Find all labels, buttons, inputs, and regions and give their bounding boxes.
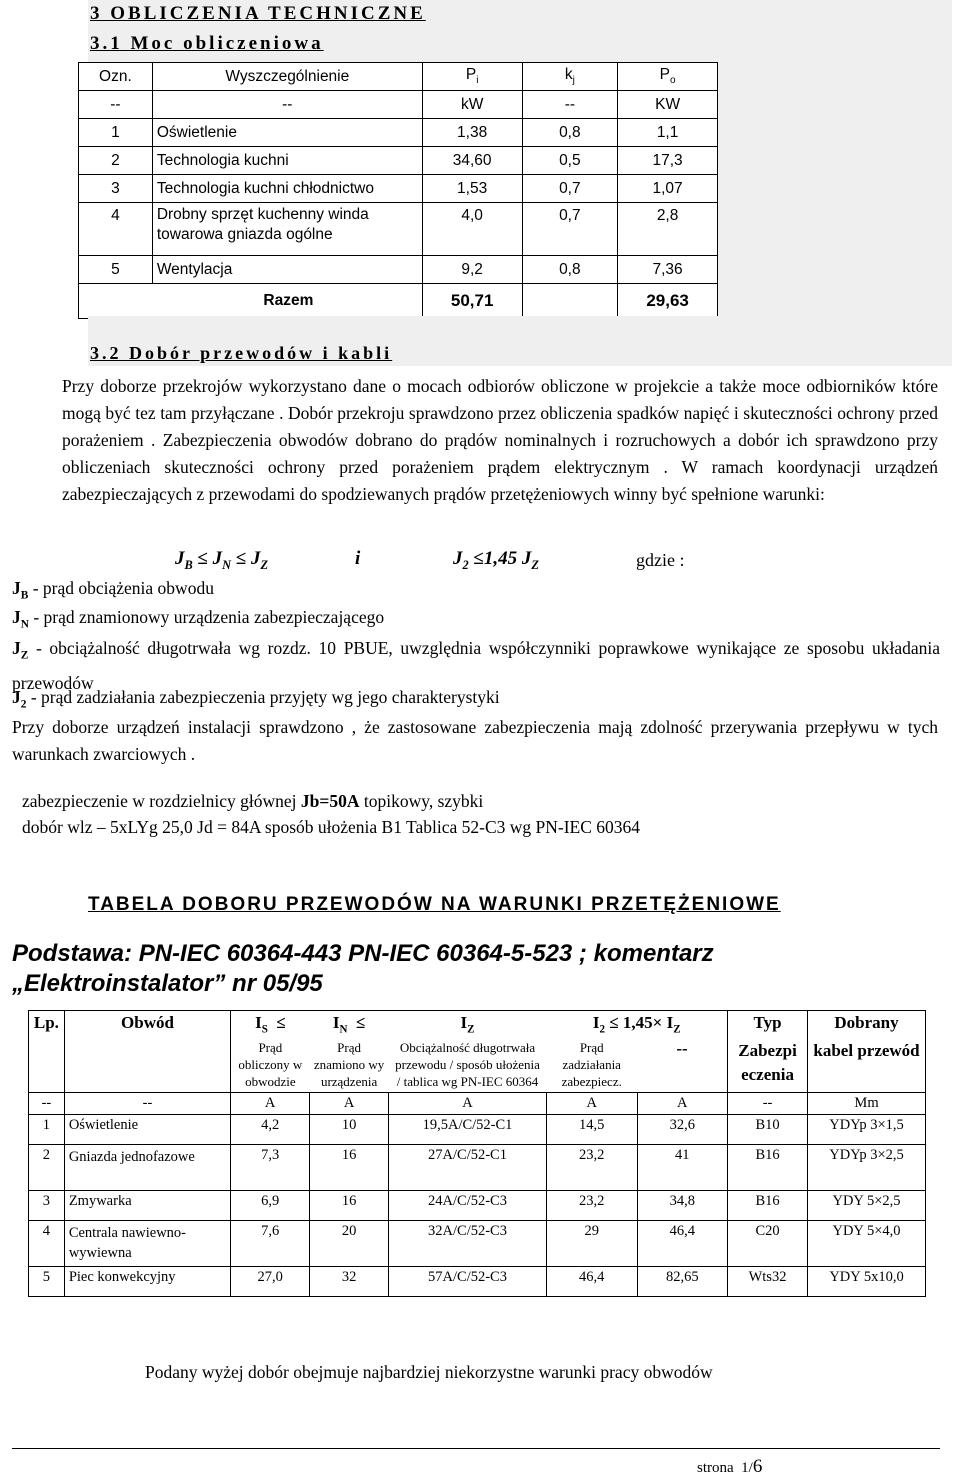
table2-units-row [29, 1093, 926, 1115]
unit-cell: -- [522, 91, 618, 119]
row-pi: 1,38 [422, 119, 522, 147]
cell-typ: B16 [728, 1191, 808, 1221]
basis-line-1: Podstawa: PN-IEC 60364-443 PN-IEC 60364-5-523 ; komentarz [12, 940, 714, 967]
cell-i2: 23,2 [546, 1145, 637, 1191]
subheader-ib: Prąd obliczony w obwodzie [238, 1040, 303, 1090]
formula-gdzie: gdzie : [636, 550, 685, 570]
subheader-iz: Obciążalność długotrwała przewodu / sposób ułożenia / tablica wg PN-IEC 60364 [395, 1040, 540, 1090]
page-number: strona 1/6 [697, 1456, 763, 1477]
table-row [29, 1191, 926, 1221]
cell-kabel: YDYp 3×1,5 [808, 1115, 926, 1145]
total-label: Razem [79, 284, 423, 319]
cell-iz: 57A/C/52-C3 [389, 1267, 547, 1297]
header-dobrany: Dobrany [808, 1011, 926, 1038]
unit-cell: -- [29, 1093, 65, 1115]
cell-obwod: Gniazda jednofazowe [64, 1145, 230, 1191]
table-row [79, 175, 718, 203]
closing-note: Podany wyżej dobór obejmuje najbardziej niekorzystne warunki pracy obwodów [145, 1362, 713, 1382]
section-32-title: 3.2 Dobór przewodów i kabli [90, 343, 393, 363]
row-po: 1,1 [618, 119, 718, 147]
cell-iz: 27A/C/52-C1 [389, 1145, 547, 1191]
row-number: 1 [79, 119, 153, 147]
unit-cell: -- [728, 1093, 808, 1115]
row-number: 4 [79, 203, 153, 256]
cell-in: 16 [310, 1145, 389, 1191]
row-po: 17,3 [618, 147, 718, 175]
table-row [79, 203, 718, 256]
cell-iz: 32A/C/52-C3 [389, 1221, 547, 1267]
table2-subheader-row [29, 1037, 926, 1093]
cell-obwod: Oświetlenie [64, 1115, 230, 1145]
cell-typ: B10 [728, 1115, 808, 1145]
cell-i2: 29 [546, 1221, 637, 1267]
unit-cell: -- [64, 1093, 230, 1115]
cell-in: 20 [310, 1221, 389, 1267]
header-po: $P_o$ [618, 63, 718, 91]
total-po: 29,63 [618, 284, 718, 319]
cell-145iz: 32,6 [637, 1115, 728, 1145]
header-ozn: Ozn. [79, 63, 153, 91]
formula: $J_B \le J_N \le J_Z$ i $J_2 \le 1,45$ $J_Z$ [175, 548, 539, 572]
cell-145iz: 82,65 [637, 1267, 728, 1297]
power-table-header [79, 63, 718, 91]
power-table-units [79, 91, 718, 119]
table-row [29, 1115, 926, 1145]
definition-jb: $J_B$ - prąd obciążenia obwodu [12, 578, 214, 602]
protection-line: zabezpieczenie w rozdzielnicy głównej Jb=50A topikowy, szybki [22, 791, 484, 811]
wlz-line: dobór wlz – 5xLYg 25,0 Jd = 84A sposób ułożenia B1 Tablica 52-C3 wg PN-IEC 60364 [22, 817, 641, 837]
header-in: $I_N$ ≤ [310, 1011, 389, 1038]
subheader-145: -- [676, 1039, 688, 1059]
cell-ib: 7,3 [231, 1145, 310, 1191]
cell-ib: 7,6 [231, 1221, 310, 1267]
row-description: Technologia kuchni [152, 147, 422, 175]
cell-obwod: Piec konwekcyjny [64, 1267, 230, 1297]
total-row [79, 284, 718, 319]
row-kj: 0,7 [522, 203, 618, 256]
header-wyszczegolnienie: Wyszczególnienie [152, 63, 422, 91]
subheader-empty [64, 1037, 230, 1093]
section-31-title: 3.1 Moc obliczeniowa [90, 33, 324, 54]
subheader-empty [29, 1037, 65, 1093]
header-i2: $I_2 \le 1,45\times I_Z$ [546, 1011, 727, 1038]
row-number: 3 [79, 175, 153, 203]
subheader-dobrany: kabel przewód [808, 1037, 926, 1093]
subheader-i2: Prąd zadziałania zabezpiecz. [561, 1040, 622, 1090]
cell-i2: 14,5 [546, 1115, 637, 1145]
row-number: 2 [79, 147, 153, 175]
table-row [79, 256, 718, 284]
cell-ib: 6,9 [231, 1191, 310, 1221]
header-iz: $I_Z$ [389, 1011, 547, 1038]
unit-cell: A [389, 1093, 547, 1115]
paragraph-2: Przy doborze urządzeń instalacji sprawdzono , że zastosowane zabezpieczenia mają zdolność przerywania przepływu w tych warunkach zwarciowych . [12, 717, 938, 764]
unit-cell: kW [422, 91, 522, 119]
unit-cell: KW [618, 91, 718, 119]
row-kj: 0,7 [522, 175, 618, 203]
row-kj: 0,8 [522, 256, 618, 284]
paragraph-1: Przy doborze przekrojów wykorzystano dane o mocach odbiorów obliczone w projekcie a także moce odbiorników które mogą być tez tam przyłączane . Dobór przekroju sprawdzono przez obliczenia spadków napięć i skuteczności ochrony przed porażeniem . Zabezpieczenia obwodów dobrano do prądów nominalnych i rozruchowych a dobór ich sprawdzono przy obliczeniach skuteczności ochrony przed porażeniem prądem elektrycznym . W ramach koordynacji urządzeń zabezpieczających z przewodami do spodziewanych prądów przetężeniowych winny być spełnione warunki: [62, 376, 938, 504]
cell-145iz: 46,4 [637, 1221, 728, 1267]
cell-i2: 46,4 [546, 1267, 637, 1297]
cell-145iz: 34,8 [637, 1191, 728, 1221]
definition-jz: $J_Z$ - obciążalność długotrwała wg rozdz. 10 PBUE, uwzględnia współczynniki poprawkowe wynikające ze sposobu układania przewodów [12, 638, 940, 693]
cell-lp: 5 [29, 1267, 65, 1297]
subheader-typ: Zabezpi eczenia [728, 1037, 808, 1093]
section-3-title: 3 OBLICZENIA TECHNICZNE [90, 3, 426, 24]
header-obwod: Obwód [64, 1011, 230, 1038]
unit-cell: -- [79, 91, 153, 119]
cell-lp: 3 [29, 1191, 65, 1221]
table2-header-row [29, 1011, 926, 1038]
row-kj: 0,8 [522, 119, 618, 147]
cell-in: 10 [310, 1115, 389, 1145]
header-lp: Lp. [29, 1011, 65, 1038]
cell-lp: 4 [29, 1221, 65, 1267]
cell-typ: C20 [728, 1221, 808, 1267]
row-description: Drobny sprzęt kuchenny winda towarowa gniazda ogólne [152, 203, 422, 256]
cell-kabel: YDYp 3×2,5 [808, 1145, 926, 1191]
row-description: Oświetlenie [152, 119, 422, 147]
total-pi: 50,71 [422, 284, 522, 319]
cell-ib: 4,2 [231, 1115, 310, 1145]
unit-cell: A [310, 1093, 389, 1115]
cell-lp: 2 [29, 1145, 65, 1191]
header-typ: Typ [728, 1011, 808, 1038]
cell-kabel: YDY 5×2,5 [808, 1191, 926, 1221]
subheader-in: Prąd znamiono wy urządzenia [313, 1040, 385, 1090]
table-row [79, 119, 718, 147]
header-is: $I_S$ ≤ [231, 1011, 310, 1038]
basis-line-2: „Elektroinstalator” nr 05/95 [12, 970, 323, 997]
cell-iz: 24A/C/52-C3 [389, 1191, 547, 1221]
row-description: Wentylacja [152, 256, 422, 284]
row-pi: 4,0 [422, 203, 522, 256]
unit-cell: A [637, 1093, 728, 1115]
row-pi: 1,53 [422, 175, 522, 203]
header-pi: $P_i$ [422, 63, 522, 91]
power-table [78, 62, 718, 319]
table-row [79, 147, 718, 175]
cell-in: 32 [310, 1267, 389, 1297]
header-kj: $k_j$ [522, 63, 618, 91]
definition-jn: $J_N$ - prąd znamionowy urządzenia zabezpieczającego [12, 607, 385, 631]
footer-rule [12, 1448, 940, 1449]
table-row [29, 1267, 926, 1297]
total-empty [522, 284, 618, 319]
cell-typ: Wts32 [728, 1267, 808, 1297]
row-po: 7,36 [618, 256, 718, 284]
cell-ib: 27,0 [231, 1267, 310, 1297]
unit-cell: A [546, 1093, 637, 1115]
row-pi: 34,60 [422, 147, 522, 175]
cell-kabel: YDY 5x10,0 [808, 1267, 926, 1297]
cell-lp: 1 [29, 1115, 65, 1145]
row-pi: 9,2 [422, 256, 522, 284]
cable-selection-table [28, 1010, 926, 1297]
row-description: Technologia kuchni chłodnictwo [152, 175, 422, 203]
table-row [29, 1145, 926, 1191]
cell-in: 16 [310, 1191, 389, 1221]
cell-i2: 23,2 [546, 1191, 637, 1221]
row-number: 5 [79, 256, 153, 284]
row-po: 2,8 [618, 203, 718, 256]
table2-title: TABELA DOBORU PRZEWODÓW NA WARUNKI PRZETĘŻENIOWE [88, 894, 781, 915]
row-po: 1,07 [618, 175, 718, 203]
cell-kabel: YDY 5×4,0 [808, 1221, 926, 1267]
cell-typ: B16 [728, 1145, 808, 1191]
definition-j2: $J_2$ - prąd zadziałania zabezpieczenia przyjęty wg jego charakterystyki [12, 687, 500, 711]
unit-cell: -- [152, 91, 422, 119]
cell-obwod: Centrala nawiewno-wywiewna [64, 1221, 230, 1267]
row-kj: 0,5 [522, 147, 618, 175]
unit-cell: Mm [808, 1093, 926, 1115]
cell-obwod: Zmywarka [64, 1191, 230, 1221]
cell-145iz: 41 [637, 1145, 728, 1191]
unit-cell: A [231, 1093, 310, 1115]
table-row [29, 1221, 926, 1267]
cell-iz: 19,5A/C/52-C1 [389, 1115, 547, 1145]
